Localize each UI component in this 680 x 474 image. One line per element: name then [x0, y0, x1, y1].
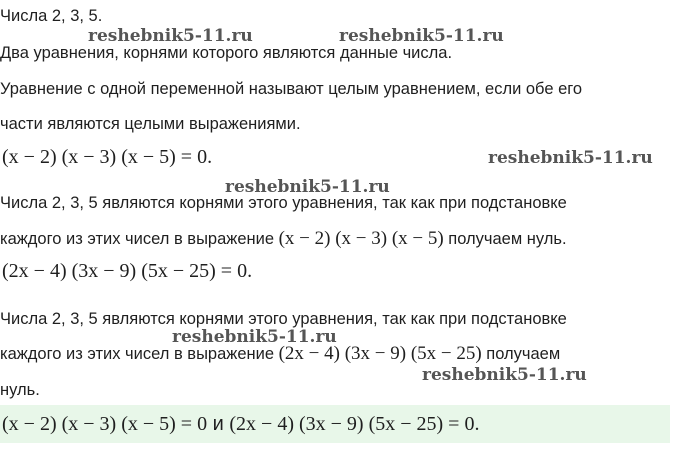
- watermark: reshebnik5-11.ru: [488, 148, 653, 168]
- answer-line: [2, 414, 479, 434]
- explanation-2-tail: получаем: [481, 345, 561, 363]
- expression-1: (x − 2) (x − 3) (x − 5): [278, 228, 444, 249]
- definition-line-2: части являются целыми выражениями.: [0, 115, 301, 133]
- watermark: reshebnik5-11.ru: [88, 26, 253, 46]
- answer-equation-b: (2x − 4) (3x − 9) (5x − 25) = 0.: [229, 413, 480, 435]
- explanation-2-text: каждого из этих чисел в выражение: [0, 345, 279, 363]
- expression-2: (2x − 4) (3x − 9) (5x − 25): [278, 343, 482, 364]
- explanation-2-line-3: нуль.: [0, 381, 40, 399]
- explanation-1-text: каждого из этих чисел в выражение: [0, 230, 279, 248]
- answer-equation-a: (x − 2) (x − 3) (x − 5) = 0: [2, 413, 208, 435]
- equation-2: (2x − 4) (3x − 9) (5x − 25) = 0.: [2, 260, 253, 282]
- intro-statement: Два уравнения, корнями которого являются данные числа.: [0, 44, 453, 62]
- explanation-1-tail: получаем нуль.: [443, 230, 567, 248]
- watermark: reshebnik5-11.ru: [225, 177, 390, 197]
- explanation-1-line-2: [0, 229, 567, 249]
- watermark: reshebnik5-11.ru: [339, 26, 504, 46]
- definition-line-1: Уравнение с одной переменной называют целым уравнением, если обе его: [0, 80, 583, 98]
- answer-conjunction: и: [207, 413, 230, 435]
- watermark: reshebnik5-11.ru: [422, 365, 587, 385]
- watermark: reshebnik5-11.ru: [172, 327, 337, 347]
- explanation-1-line-1: Числа 2, 3, 5 являются корнями этого уравнения, так как при подстановке: [0, 194, 567, 212]
- explanation-2-line-1: Числа 2, 3, 5 являются корнями этого уравнения, так как при подстановке: [0, 310, 567, 328]
- equation-1: (x − 2) (x − 3) (x − 5) = 0.: [2, 146, 213, 168]
- explanation-2-line-2: [0, 344, 560, 364]
- header-numbers: Числа 2, 3, 5.: [0, 7, 103, 25]
